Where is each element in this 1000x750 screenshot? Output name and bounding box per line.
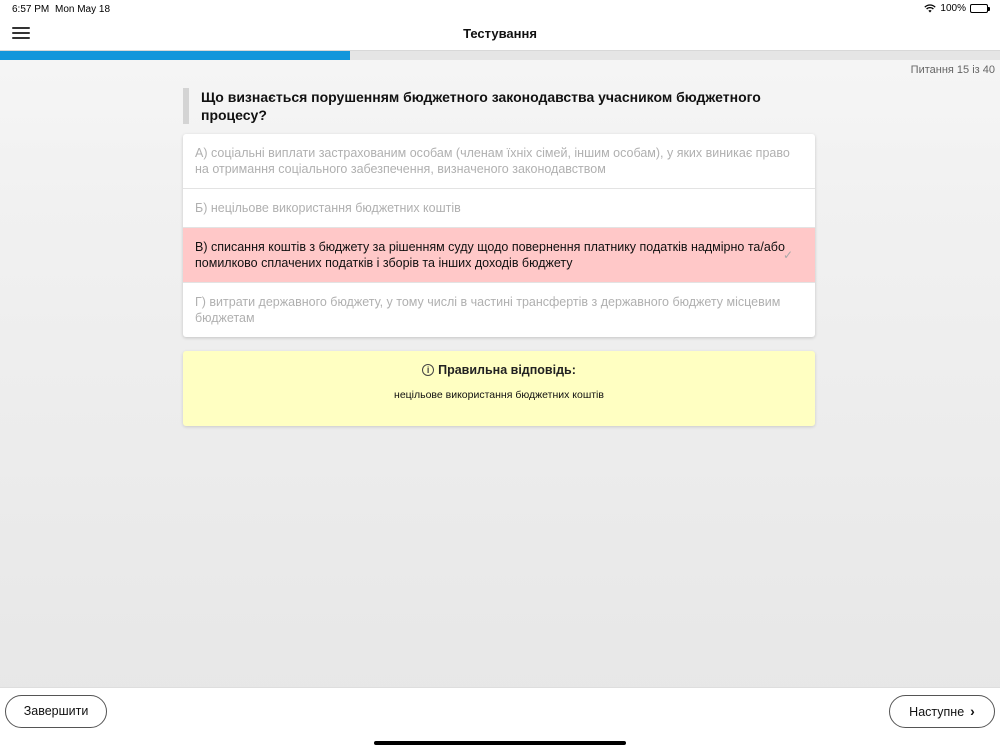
progress-fill	[0, 51, 350, 60]
answer-option-d[interactable]	[183, 283, 815, 337]
chevron-right-icon: ›	[970, 703, 975, 719]
answer-text: А) соціальні виплати застрахованим особам (членам їхніх сімей, іншим особам), у яких виникає право на отримання соціального забезпечення, визначеного законодавством	[195, 146, 790, 176]
answer-text: Б) нецільове використання бюджетних коштів	[195, 201, 461, 215]
next-button[interactable]	[889, 695, 995, 728]
status-bar	[0, 0, 1000, 18]
correct-answer-heading	[183, 363, 815, 377]
correct-answer-title: Правильна відповідь:	[438, 363, 576, 377]
battery-percent: 100%	[940, 3, 966, 14]
correct-answer-panel	[183, 351, 815, 426]
question-text: Що визнається порушенням бюджетного законодавства учасником бюджетного процесу?	[183, 88, 815, 124]
answer-text: Г) витрати державного бюджету, у тому числі в частині трансфертів з державного бюджету місцевим бюджетам	[195, 295, 781, 325]
answer-option-a[interactable]	[183, 134, 815, 189]
page-title: Тестування	[463, 26, 537, 41]
battery-icon	[970, 4, 988, 13]
question-counter: Питання 15 із 40	[910, 64, 995, 76]
nav-bar	[0, 18, 1000, 50]
bottom-bar	[0, 687, 1000, 750]
next-button-label: Наступне	[909, 705, 965, 719]
status-date: Mon May 18	[55, 4, 111, 15]
info-icon: i	[422, 364, 434, 376]
wifi-icon	[924, 4, 936, 13]
progress-bar	[0, 50, 1000, 60]
check-icon: ✓	[782, 248, 793, 262]
answer-option-c[interactable]	[183, 228, 815, 283]
home-indicator	[374, 741, 626, 745]
finish-button-label: Завершити	[23, 704, 89, 718]
answer-option-b[interactable]	[183, 189, 815, 228]
correct-answer-text: нецільове використання бюджетних коштів	[394, 389, 604, 401]
status-indicators	[924, 3, 988, 14]
finish-button[interactable]	[5, 695, 107, 728]
status-time: 6:57 PM	[12, 4, 50, 15]
answer-list	[183, 134, 815, 337]
answer-text: В) списання коштів з бюджету за рішенням суду щодо повернення платнику податків надмірно та/або помилково сплачених податків і зборів та інших доходів бюджету	[195, 240, 785, 270]
